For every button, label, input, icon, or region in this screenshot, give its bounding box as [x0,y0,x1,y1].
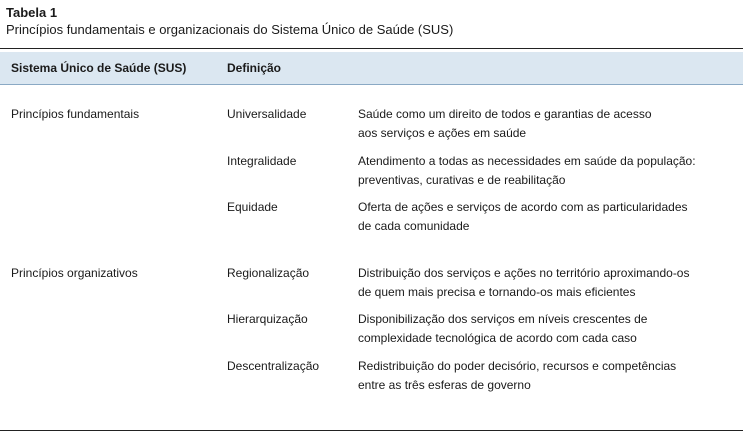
row-term: Regionalização [227,266,310,280]
row-definition: Atendimento a todas as necessidades em saúde da população: preventivas, curativas e de reabilitação [358,154,696,187]
group-name-fundamentais: Princípios fundamentais [11,107,140,121]
bottom-rule [0,430,743,431]
row-term: Equidade [227,200,278,214]
header-definicao: Definição [227,61,282,75]
row-definition: Redistribuição do poder decisório, recursos e competências entre as três esferas de governo [358,359,677,392]
table-title: Princípios fundamentais e organizacionais do Sistema Único de Saúde (SUS) [6,22,454,37]
table-header [0,52,743,85]
row-term: Hierarquização [227,312,308,326]
row-term: Descentralização [227,359,320,373]
row-definition: Saúde como um direito de todos e garantias de acesso aos serviços e ações em saúde [358,107,652,140]
group-name-organizativos: Princípios organizativos [11,266,138,280]
row-term: Universalidade [227,107,307,121]
table-label: Tabela 1 [6,5,58,20]
row-definition: Disponibilização dos serviços em níveis crescentes de complexidade tecnológica de acordo com cada caso [358,312,648,345]
row-definition: Distribuição dos serviços e ações no território aproximando-os de quem mais precisa e tornando-os mais eficientes [358,266,690,299]
row-definition: Oferta de ações e serviços de acordo com as particularidades de cada comunidade [358,200,688,233]
header-sus: Sistema Único de Saúde (SUS) [11,61,187,75]
table-caption [6,5,453,38]
top-rule [0,48,743,49]
row-term: Integralidade [227,154,297,168]
